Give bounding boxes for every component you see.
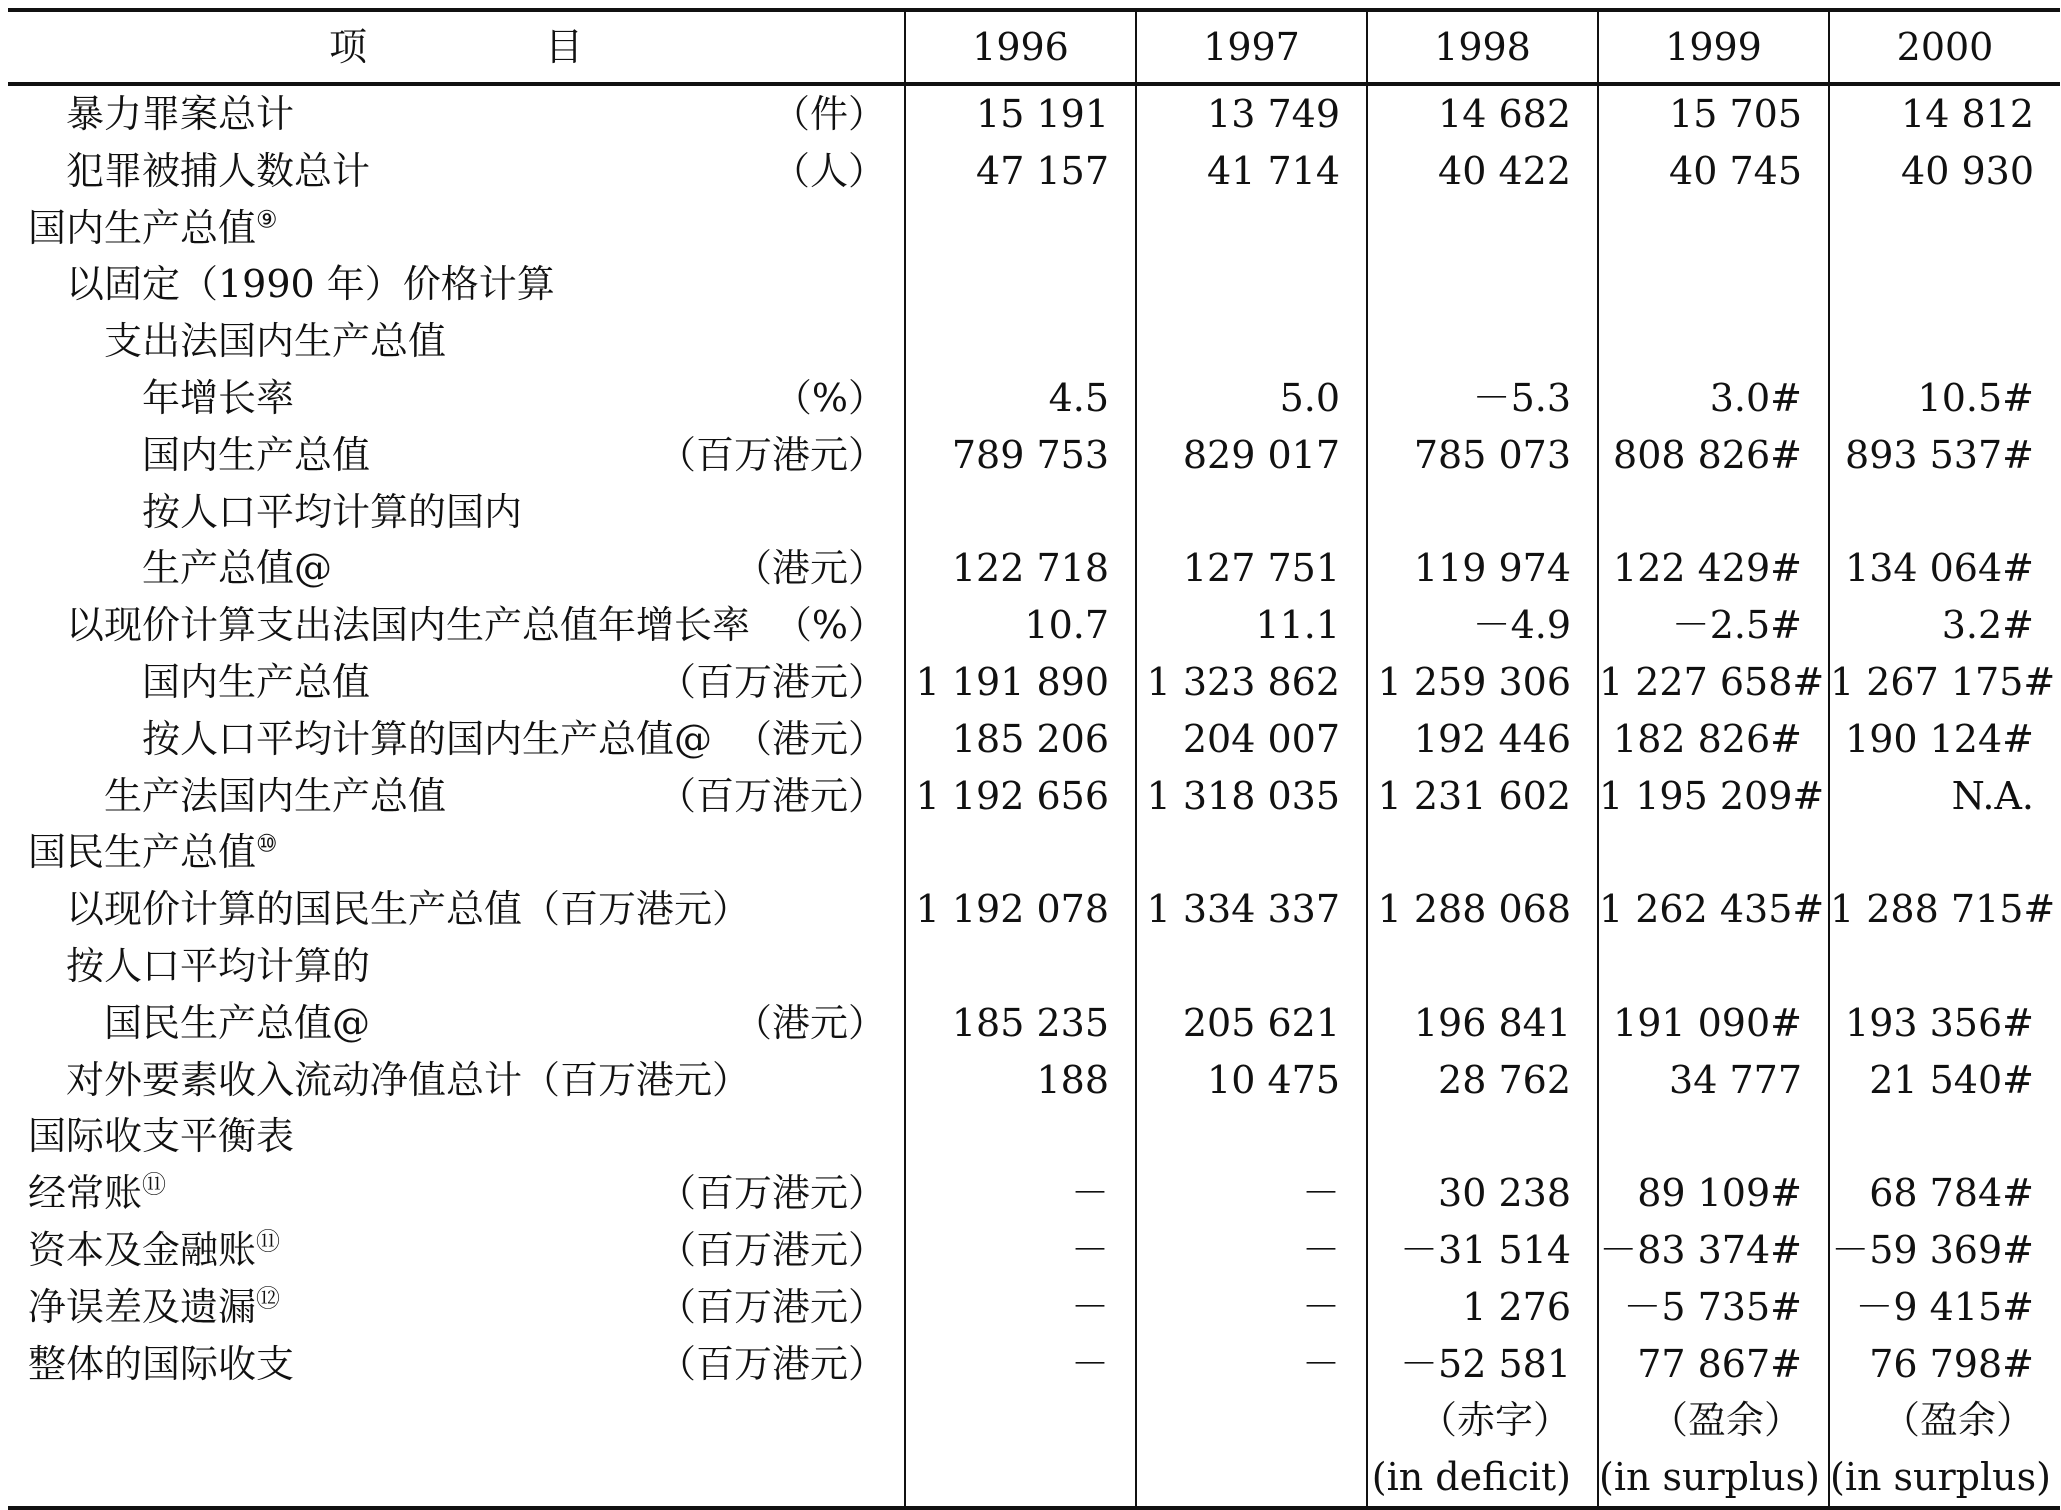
value-cell: － [1136,1279,1367,1336]
row-label-text: 以固定（1990 年）价格计算 [66,262,555,307]
row-item [8,143,904,200]
row-label-text: 生产总值@ [142,546,333,591]
value-cell [1598,200,1829,257]
value-cell: 789 753 [905,427,1136,484]
row-item-cell [8,143,905,200]
row-item [8,1108,904,1165]
value-cell: －52 581 [1367,1336,1598,1393]
row-unit: （件） [771,92,886,136]
value-cell: －2.5# [1598,597,1829,654]
value-cell: 122 718 [905,540,1136,597]
value-cell: 76 798# [1869,1341,2034,1386]
value-cell: 122 429# [1598,540,1829,597]
value-cell [905,1449,1136,1508]
value-cell: 15 705 [1598,84,1829,143]
row-label [28,824,278,881]
row-label [142,711,712,768]
row-unit: （百万港元） [657,659,886,704]
row-label [142,484,522,541]
row-unit: （百万港元） [657,1227,886,1272]
value-cell: 1 288 068 [1367,881,1598,938]
value-cell [1598,824,1829,881]
row-item-cell [8,484,905,541]
value-cell: 41 714 [1136,143,1367,200]
statistics-table [8,8,2060,1510]
value-cell: 134 064# [1845,546,2034,591]
row-unit: （百万港元） [657,1171,886,1216]
table-row [8,768,2060,825]
row-item-cell [8,1336,905,1393]
value-cell [1598,256,1829,313]
row-item [8,1336,904,1393]
row-label-text: 犯罪被捕人数总计 [66,148,371,193]
value-cell: 15 191 [905,84,1136,143]
value-cell: 3.2# [1941,603,2034,648]
header-year: 1997 [1136,10,1367,84]
row-label [142,654,370,711]
table-row [8,84,2060,143]
row-item [8,597,904,654]
row-unit: （%） [773,603,886,648]
value-cell: N.A. [1951,773,2034,818]
value-cell: 191 090# [1598,995,1829,1052]
value-cell: （盈余） [1598,1392,1829,1449]
value-cell: －31 514 [1367,1222,1598,1279]
table-row [8,256,2060,313]
value-cell [905,313,1136,370]
value-cell: 21 540# [1869,1057,2034,1102]
table-row [8,1449,2060,1508]
row-label-text: 资本及金融账 [28,1227,257,1272]
header-year: 2000 [1896,25,1994,69]
footnote-marker: ⑫ [256,1284,281,1313]
value-cell: 185 206 [905,711,1136,768]
value-cell: 205 621 [1136,995,1367,1052]
row-label [66,256,555,313]
value-cell: 40 745 [1598,143,1829,200]
row-label [28,1108,294,1165]
row-item-cell [8,654,905,711]
value-cell: 204 007 [1136,711,1367,768]
value-cell [1367,256,1598,313]
row-label-text: 国内生产总值 [142,659,371,704]
value-cell [905,938,1136,995]
value-cell: －59 369# [1831,1227,2034,1272]
value-cell [1136,824,1367,881]
row-label-text: 净误差及遗漏 [28,1284,257,1329]
value-cell [905,1392,1136,1449]
row-item-cell [8,1165,905,1222]
row-item [8,711,904,768]
row-item [8,1222,904,1279]
value-cell: － [905,1336,1136,1393]
value-cell: 14 682 [1367,84,1598,143]
table-body [8,84,2060,1508]
value-cell: 1 267 175# [1830,659,2056,704]
row-label-text: 国民生产总值 [28,830,257,875]
row-item [8,1052,904,1109]
row-item-cell [8,824,905,881]
value-cell: － [1136,1336,1367,1393]
value-cell [1367,313,1598,370]
value-cell: － [905,1165,1136,1222]
table-row [8,370,2060,427]
row-unit: （百万港元） [657,1341,886,1386]
table-row [8,1165,2060,1222]
value-cell [1136,256,1367,313]
value-cell: － [905,1222,1136,1279]
row-label-text: 经常账 [28,1171,143,1216]
table-row [8,881,2060,938]
row-item [8,256,904,313]
header-year: 1999 [1598,10,1829,84]
value-cell: 1 195 209# [1598,768,1829,825]
value-cell [1829,200,2060,257]
row-label [104,768,446,825]
row-item [8,938,904,995]
row-label [28,1279,280,1336]
value-cell: 47 157 [905,143,1136,200]
value-cell: －9 415# [1855,1284,2034,1329]
value-cell: 34 777 [1598,1052,1829,1109]
row-item-cell [8,995,905,1052]
value-cell: 5.0 [1136,370,1367,427]
value-cell: 11.1 [1136,597,1367,654]
row-label-text: 国际收支平衡表 [28,1114,295,1159]
row-item-cell [8,597,905,654]
row-label-text: 支出法国内生产总值 [104,319,447,364]
value-cell: 185 235 [905,995,1136,1052]
value-cell: (in surplus) [1830,1455,2051,1500]
row-label-text: 国内生产总值 [28,205,257,250]
value-cell: （盈余） [1881,1398,2034,1443]
row-unit: （百万港元） [657,1284,886,1329]
row-unit: （%） [773,375,886,420]
table-header-row [8,10,2060,84]
row-unit: （港元） [733,546,886,591]
footnote-marker: ⑨ [256,204,278,233]
row-label-text: 对外要素收入流动净值总计（百万港元） [66,1057,751,1102]
value-cell: 1 318 035 [1136,768,1367,825]
row-item-cell [8,256,905,313]
value-cell: 89 109# [1598,1165,1829,1222]
row-unit: （百万港元） [657,432,886,477]
row-item [8,824,904,881]
value-cell: 77 867# [1598,1336,1829,1393]
value-cell: （赤字） [1367,1392,1598,1449]
row-label [66,597,750,654]
row-item-cell [8,313,905,370]
value-cell: 1 288 715# [1830,887,2056,932]
row-label [66,86,294,143]
row-label-text: 年增长率 [142,375,295,420]
table-row [8,484,2060,541]
value-cell [905,256,1136,313]
value-cell: 4.5 [905,370,1136,427]
row-item-cell [8,1108,905,1165]
value-cell [1829,824,2060,881]
value-cell: 68 784# [1869,1171,2034,1216]
value-cell [1598,313,1829,370]
value-cell: －83 374# [1598,1222,1829,1279]
table-row [8,200,2060,257]
table-row [8,427,2060,484]
row-label [66,938,370,995]
value-cell: －5.3 [1367,370,1598,427]
row-label-text: 暴力罪案总计 [66,92,295,136]
row-item-cell [8,768,905,825]
row-item [8,540,904,597]
value-cell: 1 262 435# [1598,881,1829,938]
row-item-cell [8,881,905,938]
table-row [8,597,2060,654]
row-label-text: 国内生产总值 [142,432,371,477]
row-item-cell [8,370,905,427]
row-label [66,143,370,200]
value-cell: 127 751 [1136,540,1367,597]
row-item [8,370,904,427]
table-row [8,1336,2060,1393]
row-label [66,881,750,938]
value-cell: 119 974 [1367,540,1598,597]
value-cell [1829,313,2060,370]
row-item [8,86,904,143]
row-item [8,200,904,257]
value-cell: 10.5# [1917,375,2034,420]
row-label-text: 按人口平均计算的国内生产总值@ [142,716,713,761]
value-cell: 829 017 [1136,427,1367,484]
value-cell [1367,1108,1598,1165]
row-label [142,427,370,484]
value-cell [1136,313,1367,370]
value-cell: 785 073 [1367,427,1598,484]
value-cell: 808 826# [1598,427,1829,484]
value-cell: 893 537# [1845,432,2034,477]
value-cell: (in surplus) [1598,1449,1829,1508]
value-cell [1367,938,1598,995]
value-cell: (in deficit) [1367,1449,1598,1508]
row-label-text: 按人口平均计算的 [66,943,371,988]
value-cell [1598,1108,1829,1165]
header-item: 项 目 [8,10,905,84]
value-cell [1598,938,1829,995]
row-label [142,370,294,427]
table-row [8,711,2060,768]
row-label-text: 以现价计算支出法国内生产总值年增长率 [66,603,751,648]
value-cell: 1 276 [1367,1279,1598,1336]
row-label [66,1052,750,1109]
row-item-cell [8,1392,905,1449]
value-cell [1136,938,1367,995]
footnote-marker: ⑪ [142,1170,167,1199]
row-label [104,995,370,1052]
value-cell: －5 735# [1598,1279,1829,1336]
value-cell [1367,484,1598,541]
row-item [8,654,904,711]
table-row [8,143,2060,200]
value-cell: 1 259 306 [1367,654,1598,711]
value-cell: 192 446 [1367,711,1598,768]
value-cell [1829,938,2060,995]
row-item [8,484,904,541]
value-cell [1136,1108,1367,1165]
row-item [8,1165,904,1222]
row-item-cell [8,1449,905,1508]
value-cell: 1 227 658# [1598,654,1829,711]
value-cell [1829,256,2060,313]
row-item-cell [8,1052,905,1109]
value-cell: 1 192 656 [905,768,1136,825]
row-item [8,427,904,484]
value-cell [1367,200,1598,257]
table-row [8,938,2060,995]
row-label [104,313,446,370]
value-cell: 190 124# [1845,716,2034,761]
value-cell [905,200,1136,257]
row-label-text: 生产法国内生产总值 [104,773,447,818]
row-label [28,200,278,257]
table-row [8,654,2060,711]
value-cell [1136,1449,1367,1508]
header-year: 1998 [1367,10,1598,84]
row-item-cell [8,427,905,484]
row-item [8,1279,904,1336]
table-row [8,1052,2060,1109]
value-cell: 188 [905,1052,1136,1109]
table-row [8,1222,2060,1279]
value-cell: 40 930 [1901,148,2034,193]
row-item [8,995,904,1052]
value-cell [1829,1108,2060,1165]
value-cell: 30 238 [1367,1165,1598,1222]
row-label-text: 整体的国际收支 [28,1341,295,1386]
value-cell: 13 749 [1136,84,1367,143]
row-unit: （港元） [733,716,886,761]
value-cell: 10.7 [905,597,1136,654]
value-cell: 10 475 [1136,1052,1367,1109]
value-cell [1598,484,1829,541]
value-cell: 1 191 890 [905,654,1136,711]
table-row [8,995,2060,1052]
row-item-cell [8,711,905,768]
value-cell: －4.9 [1367,597,1598,654]
value-cell: 40 422 [1367,143,1598,200]
row-label [28,1222,280,1279]
value-cell: 28 762 [1367,1052,1598,1109]
footnote-marker: ⑩ [256,829,278,858]
value-cell: 1 334 337 [1136,881,1367,938]
value-cell [1136,484,1367,541]
row-item-cell [8,938,905,995]
value-cell [1136,200,1367,257]
value-cell: 1 192 078 [905,881,1136,938]
table-row [8,1108,2060,1165]
row-item-cell [8,1279,905,1336]
row-item-cell [8,84,905,143]
value-cell: 193 356# [1845,1000,2034,1045]
value-cell: － [905,1279,1136,1336]
row-item-cell [8,540,905,597]
row-unit: （港元） [733,1000,886,1045]
value-cell: 1 323 862 [1136,654,1367,711]
table-row [8,540,2060,597]
row-item [8,881,904,938]
value-cell: 1 231 602 [1367,768,1598,825]
header-year: 1996 [905,10,1136,84]
value-cell: 3.0# [1598,370,1829,427]
row-label-text: 以现价计算的国民生产总值（百万港元） [66,887,751,932]
value-cell [1829,484,2060,541]
value-cell: － [1136,1222,1367,1279]
table-row [8,1279,2060,1336]
row-unit: （人） [771,148,886,193]
row-label [28,1165,166,1222]
value-cell: － [1136,1165,1367,1222]
row-unit: （百万港元） [657,773,886,818]
value-cell: 182 826# [1598,711,1829,768]
value-cell: 14 812 [1901,92,2034,136]
value-cell [905,484,1136,541]
row-item-cell [8,1222,905,1279]
footnote-marker: ⑪ [256,1227,281,1256]
table-row [8,824,2060,881]
table-row [8,1392,2060,1449]
row-item [8,768,904,825]
row-label-text: 国民生产总值@ [104,1000,371,1045]
value-cell [905,824,1136,881]
row-item-cell [8,200,905,257]
row-item [8,313,904,370]
row-label-text: 按人口平均计算的国内 [142,489,523,534]
row-label [142,540,332,597]
value-cell: 196 841 [1367,995,1598,1052]
value-cell [1136,1392,1367,1449]
table-row [8,313,2060,370]
value-cell [905,1108,1136,1165]
value-cell [1367,824,1598,881]
row-label [28,1336,294,1393]
